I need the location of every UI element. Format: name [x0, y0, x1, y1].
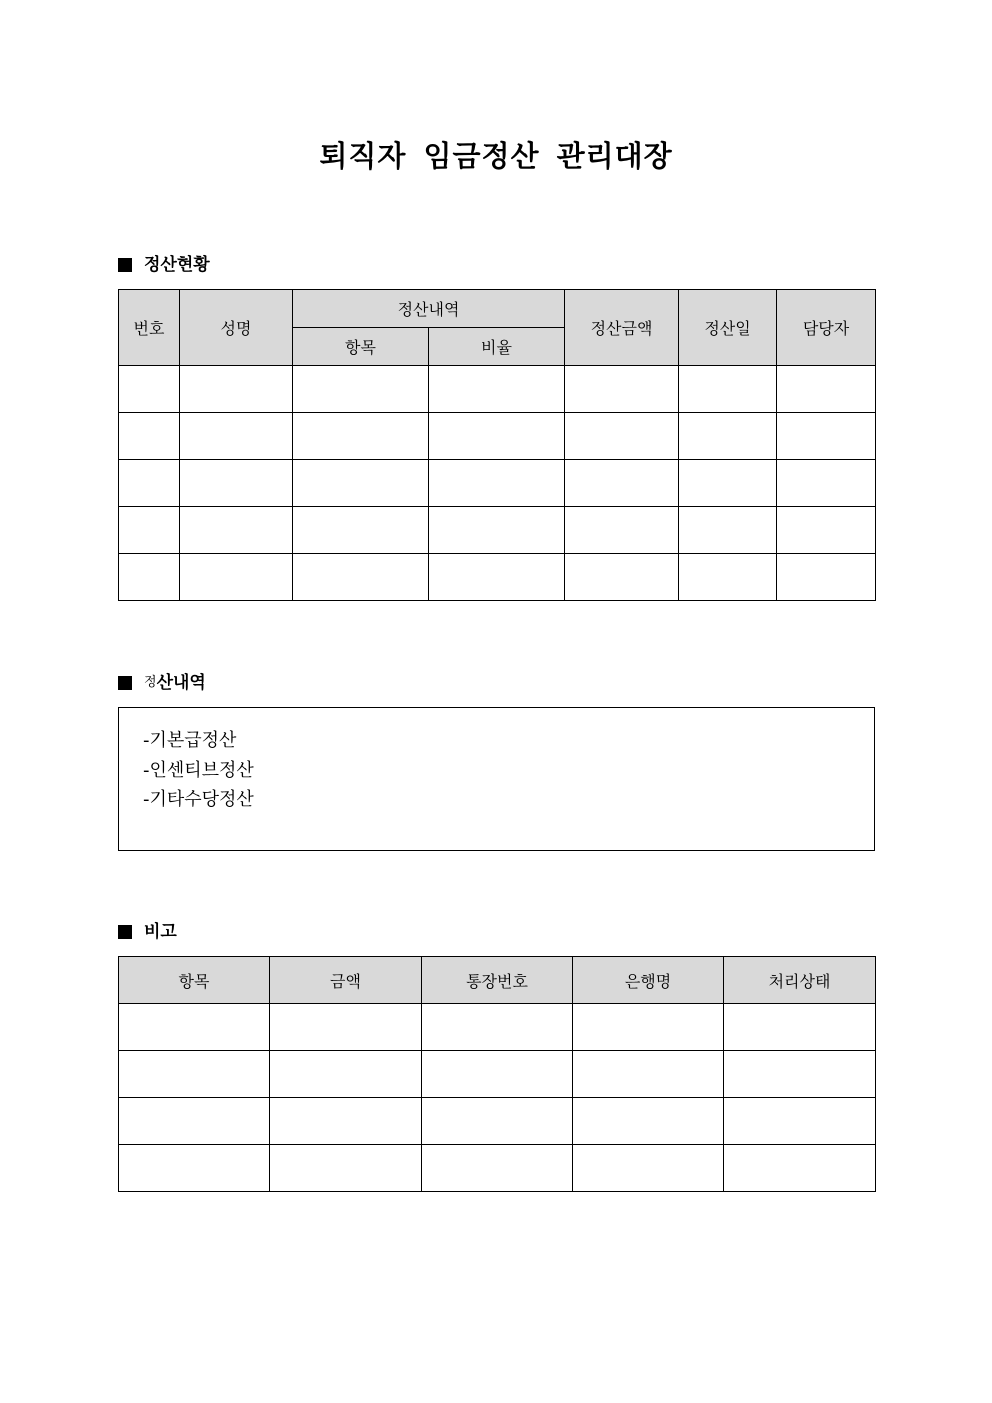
header-item: 항목: [119, 957, 270, 1004]
table-cell[interactable]: [180, 507, 293, 554]
square-bullet-icon: [118, 676, 132, 690]
table-cell[interactable]: [565, 413, 679, 460]
table-cell[interactable]: [293, 460, 429, 507]
table-cell[interactable]: [119, 366, 180, 413]
table-cell[interactable]: [565, 366, 679, 413]
table-cell[interactable]: [777, 413, 876, 460]
table-cell[interactable]: [119, 1051, 270, 1098]
section-heading-remarks: [118, 921, 177, 943]
table-row: [119, 1145, 876, 1192]
table-cell[interactable]: [565, 507, 679, 554]
table-cell[interactable]: [119, 507, 180, 554]
section-heading-label: 정산현황: [144, 255, 210, 275]
header-details: 정산내역: [293, 290, 565, 328]
header-bank-name: 은행명: [573, 957, 724, 1004]
table-cell[interactable]: [679, 413, 777, 460]
table-cell[interactable]: [293, 507, 429, 554]
table-cell[interactable]: [679, 366, 777, 413]
table-cell[interactable]: [119, 1145, 270, 1192]
table-row: [119, 1098, 876, 1145]
table-cell[interactable]: [119, 1098, 270, 1145]
table-row: [119, 554, 876, 601]
table-cell[interactable]: [180, 413, 293, 460]
table-cell[interactable]: [270, 1098, 422, 1145]
table-cell[interactable]: [679, 554, 777, 601]
table-cell[interactable]: [422, 1051, 573, 1098]
list-item: -인센티브정산: [143, 759, 254, 781]
settlement-details-list: [119, 708, 874, 815]
settlement-details-box: [118, 707, 875, 851]
table-cell[interactable]: [429, 413, 565, 460]
section-heading-label: 산내역: [156, 673, 206, 693]
square-bullet-icon: [118, 258, 132, 272]
table-cell[interactable]: [119, 460, 180, 507]
table-cell[interactable]: [724, 1145, 876, 1192]
header-ratio: 비율: [429, 328, 565, 366]
table-cell[interactable]: [724, 1004, 876, 1051]
header-status: 처리상태: [724, 957, 876, 1004]
square-bullet-icon: [118, 925, 132, 939]
list-item: -기타수당정산: [143, 789, 254, 810]
table-cell[interactable]: [679, 460, 777, 507]
header-name: 성명: [180, 290, 293, 366]
table-row: [119, 1004, 876, 1051]
table-cell[interactable]: [429, 460, 565, 507]
table-cell[interactable]: [565, 460, 679, 507]
table-cell[interactable]: [422, 1145, 573, 1192]
settlement-status-table: [118, 289, 876, 601]
table-row: [119, 413, 876, 460]
table-cell[interactable]: [270, 1004, 422, 1051]
table-cell[interactable]: [573, 1051, 724, 1098]
section-heading-settlement-details: [118, 672, 206, 694]
table-cell[interactable]: [724, 1098, 876, 1145]
section-heading-first-char: 정: [144, 675, 157, 690]
table-cell[interactable]: [777, 554, 876, 601]
table-cell[interactable]: [270, 1145, 422, 1192]
header-date: 정산일: [679, 290, 777, 366]
table-cell[interactable]: [180, 554, 293, 601]
section-heading-label: 비고: [144, 922, 177, 942]
table-cell[interactable]: [270, 1051, 422, 1098]
table-cell[interactable]: [679, 507, 777, 554]
table-cell[interactable]: [293, 554, 429, 601]
table-cell[interactable]: [573, 1098, 724, 1145]
table-cell[interactable]: [777, 460, 876, 507]
header-account-number: 통장번호: [422, 957, 573, 1004]
table-row: [119, 460, 876, 507]
table-row: [119, 366, 876, 413]
table-cell[interactable]: [293, 413, 429, 460]
table-cell[interactable]: [180, 366, 293, 413]
table-row: [119, 1051, 876, 1098]
table-cell[interactable]: [777, 366, 876, 413]
table-cell[interactable]: [565, 554, 679, 601]
table-cell[interactable]: [573, 1004, 724, 1051]
table-cell[interactable]: [429, 507, 565, 554]
table-cell[interactable]: [293, 366, 429, 413]
header-amount: 정산금액: [565, 290, 679, 366]
table-row: [119, 507, 876, 554]
table-cell[interactable]: [119, 554, 180, 601]
table-cell[interactable]: [422, 1098, 573, 1145]
remarks-table: [118, 956, 876, 1192]
table-cell[interactable]: [119, 1004, 270, 1051]
table-cell[interactable]: [573, 1145, 724, 1192]
header-item: 항목: [293, 328, 429, 366]
table-cell[interactable]: [429, 554, 565, 601]
section-heading-settlement-status: [118, 254, 210, 276]
table-cell[interactable]: [180, 460, 293, 507]
table-cell[interactable]: [422, 1004, 573, 1051]
header-manager: 담당자: [777, 290, 876, 366]
list-item: -기본급정산: [143, 730, 237, 751]
header-amount: 금액: [270, 957, 422, 1004]
header-no: 번호: [119, 290, 180, 366]
table-cell[interactable]: [724, 1051, 876, 1098]
table-cell[interactable]: [119, 413, 180, 460]
page-title: 퇴직자 임금정산 관리대장: [319, 139, 673, 173]
table-cell[interactable]: [777, 507, 876, 554]
table-cell[interactable]: [429, 366, 565, 413]
